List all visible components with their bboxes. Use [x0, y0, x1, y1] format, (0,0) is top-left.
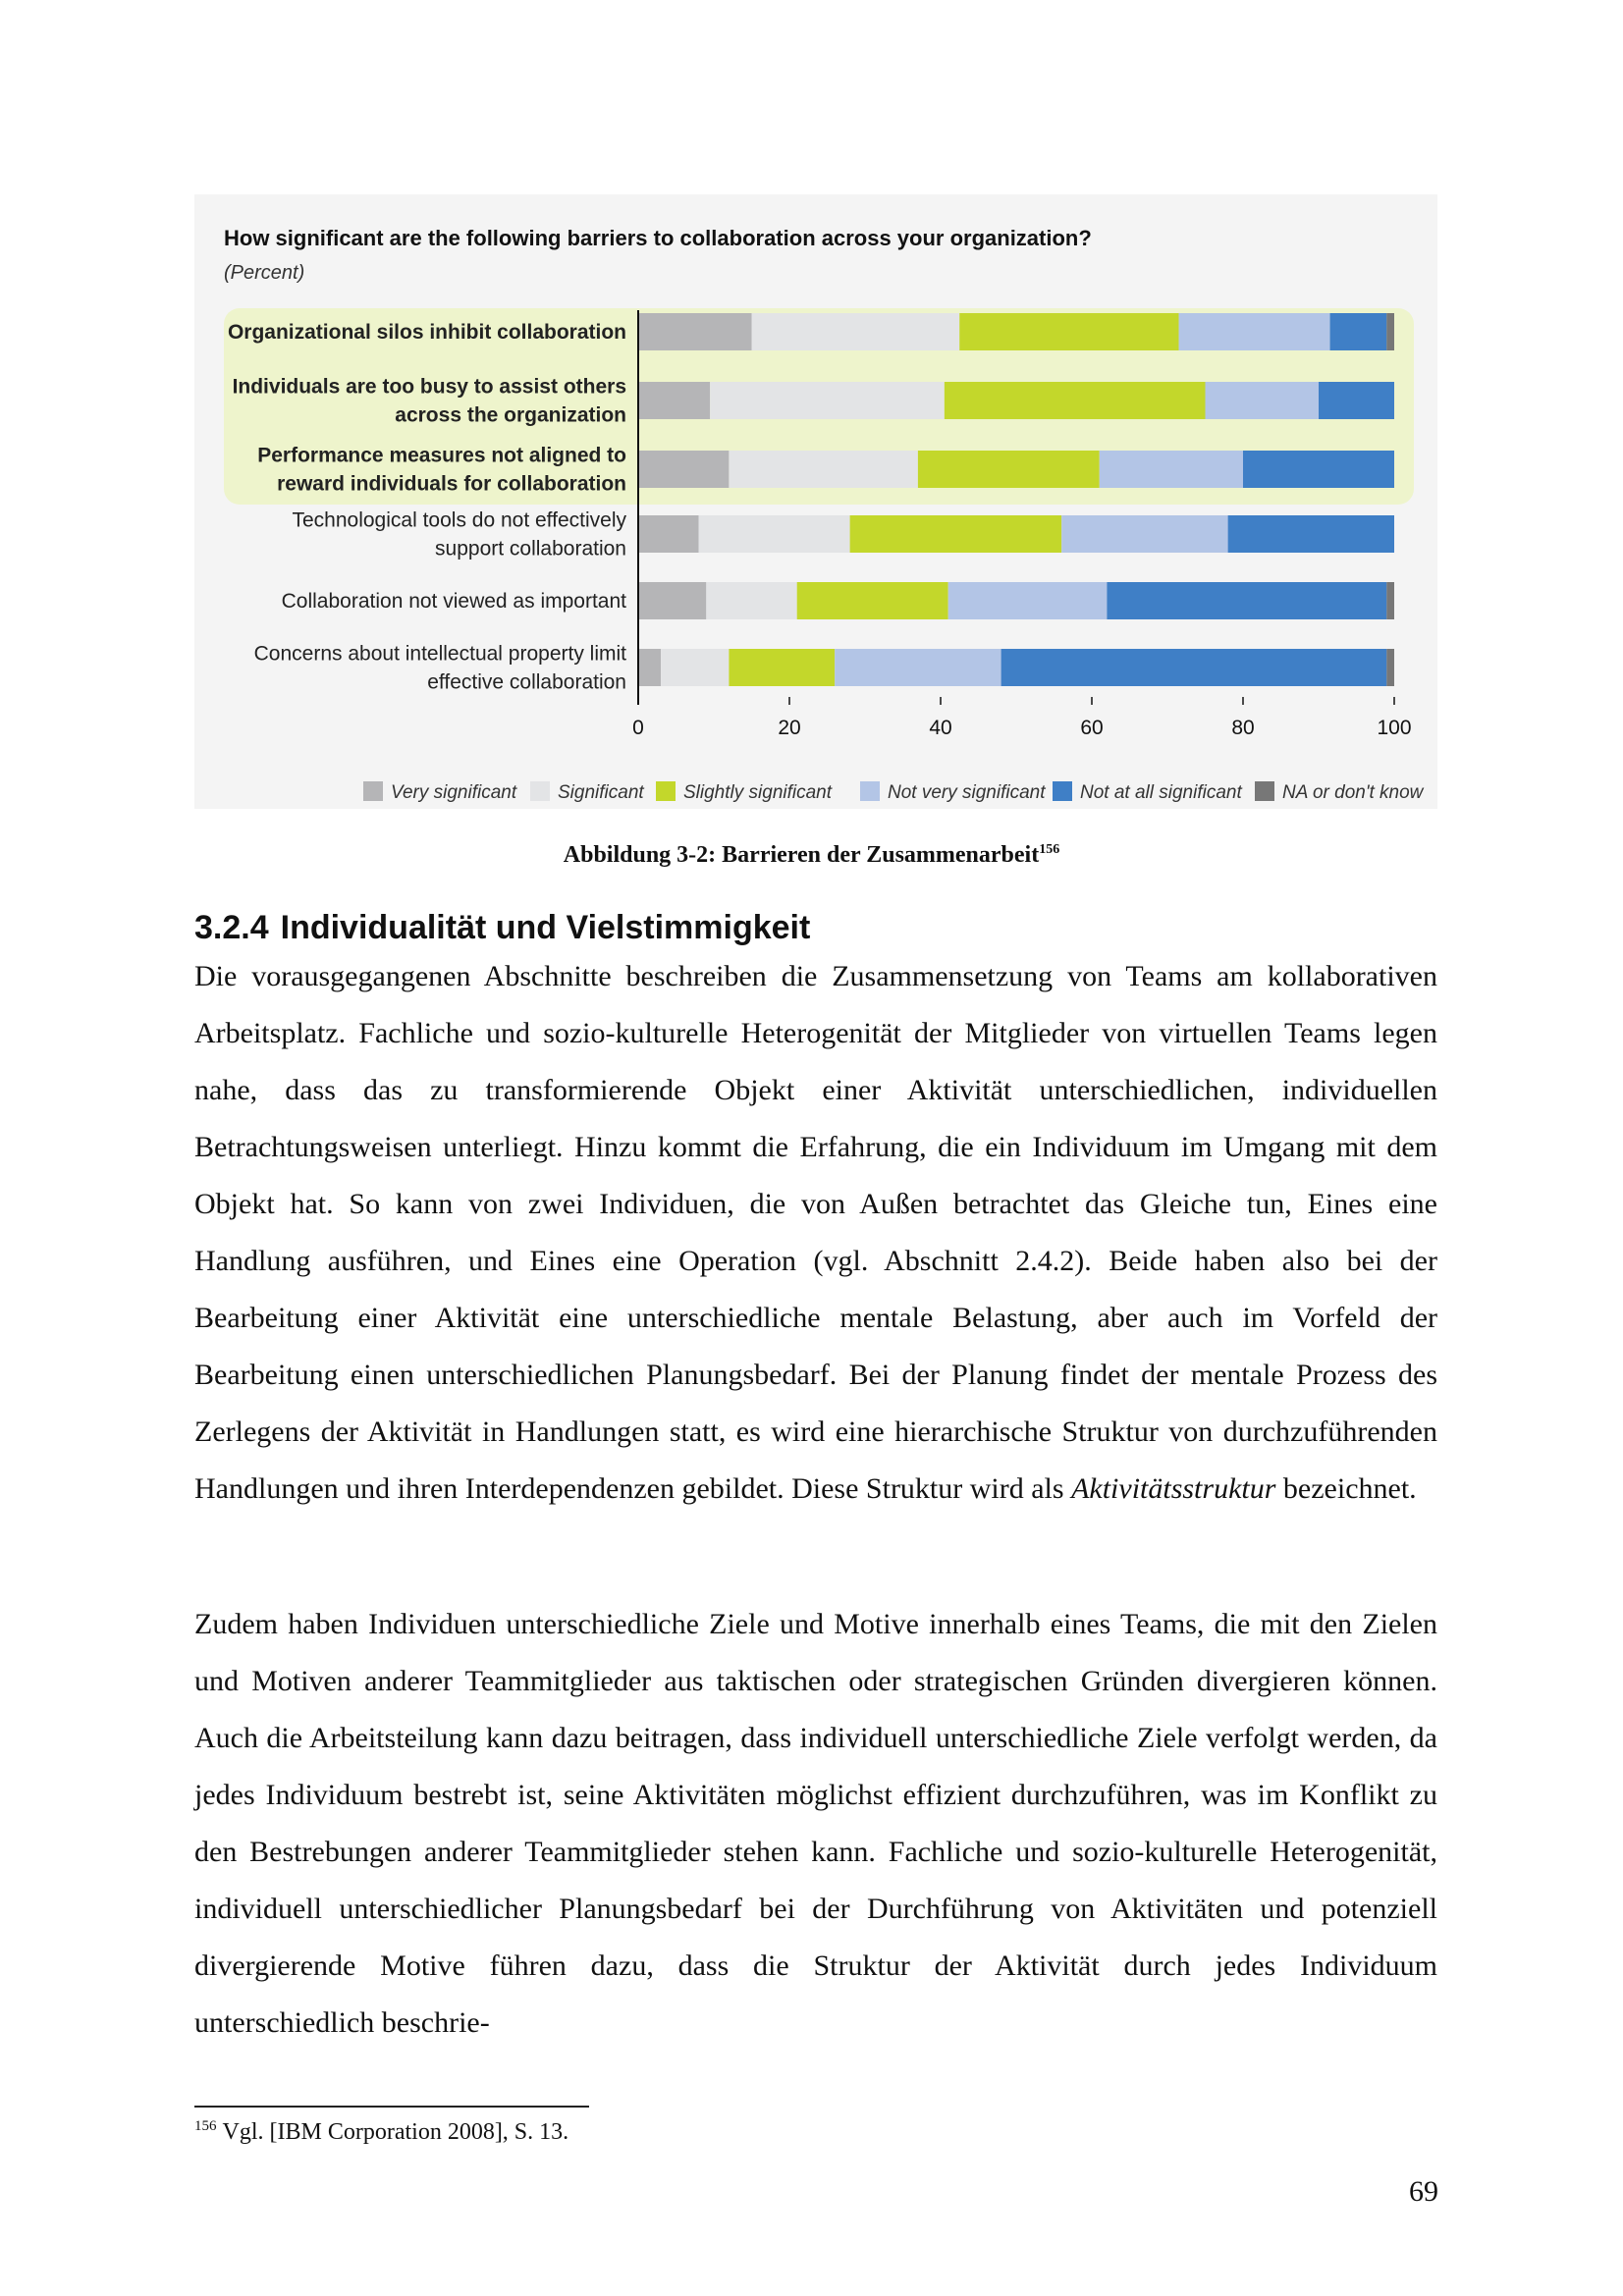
paragraph-1-text: Die vorausgegangenen Abschnitte beschreiben die Zusammensetzung von Teams am kollaborativen Arbeitsplatz. Fachliche und sozio-kulturelle Heterogenität der Mitglieder von virtuellen Teams legen nahe, dass das zu transformierende Objekt einer Aktivität unterschiedlichen, individuellen Betrachtungsweisen unterliegt. Hinzu kommt die Erfahrung, die ein Individuum im Umgang mit dem Objekt hat. So kann von zwei Individuen, die von Außen betrachtet das Gleiche tun, Eines eine Handlung ausführen, und Eines eine Operation (vgl. Abschnitt 2.4.2). Beide haben also bei der Bearbeitung einer Aktivität eine unterschiedliche mentale Belastung, aber auch im Vorfeld der Bearbeitung einen unterschiedlichen Planungsbedarf. Bei der Planung findet der mentale Prozess des Zerlegens der Aktivität in Handlungen statt, es wird eine hierarchische Struktur von durchzuführenden Handlungen und ihren Interdependenzen gebildet. Diese Struktur wird als — [194, 960, 1437, 1505]
legend-label: Not at all significant — [1080, 782, 1242, 803]
legend-label: Significant — [558, 782, 644, 803]
stacked-bar-chart — [194, 194, 1437, 809]
legend-swatch — [1255, 781, 1274, 801]
bar-segment — [1243, 451, 1394, 488]
bar-segment — [1386, 649, 1394, 686]
bar-segment — [1330, 313, 1387, 350]
bar-segment — [1107, 582, 1386, 619]
bar-segment — [945, 382, 1206, 419]
bar-segment — [1061, 515, 1227, 553]
section-title: Individualität und Vielstimmigkeit — [280, 909, 811, 946]
chart-subtitle: (Percent) — [224, 262, 305, 284]
x-tick-label: 80 — [1231, 717, 1255, 739]
bar-segment — [638, 515, 699, 553]
x-tick-label: 60 — [1080, 717, 1104, 739]
bar-segment — [1386, 313, 1394, 350]
bar-segment — [706, 582, 796, 619]
bar-segment — [959, 313, 1178, 350]
bar-segment — [729, 451, 918, 488]
bar-segment — [1386, 582, 1394, 619]
category-label: across the organization — [395, 403, 626, 427]
bar-segment — [948, 582, 1108, 619]
category-label: Concerns about intellectual property limit — [253, 642, 626, 666]
bar-segment — [638, 313, 752, 350]
figure-footnote-mark: 156 — [1039, 842, 1060, 857]
bar-segment — [699, 515, 850, 553]
category-label: Technological tools do not effectively — [292, 508, 626, 532]
bar-segment — [710, 382, 945, 419]
bar-segment — [850, 515, 1062, 553]
bar-segment — [918, 451, 1100, 488]
paragraph-2: Zudem haben Individuen unterschiedliche Ziele und Motive innerhalb eines Teams, die mit den Zielen und Motiven anderer Teammitglieder aus taktischen oder strategischen Gründen divergieren können. Auch die Arbeitsteilung kann dazu beitragen, dass individuell unterschiedliche Ziele verfolgt werden, da jedes Individuum bestrebt ist, seine Aktivitäten möglichst effizient durchzuführen, was im Konflikt zu den Bestrebungen anderer Teammitglieder stehen kann. Fachliche und sozio-kulturelle Heterogenität, individuell unterschiedlicher Planungsbedarf bei der Durchführung von Aktivitäten und potenziell divergierende Motive führen dazu, dass die Struktur der Aktivität durch jedes Individuum unterschiedlich beschrie- — [194, 1608, 1437, 2039]
category-label: support collaboration — [435, 537, 626, 561]
section-heading — [194, 909, 1437, 947]
bar-segment — [752, 313, 960, 350]
x-tick-label: 100 — [1377, 717, 1412, 739]
bar-segment — [638, 582, 706, 619]
legend-label: Slightly significant — [683, 782, 833, 803]
bar-segment — [661, 649, 729, 686]
footnote-number: 156 — [194, 2118, 217, 2134]
category-label: effective collaboration — [427, 670, 626, 694]
footnote-text: Vgl. [IBM Corporation 2008], S. 13. — [222, 2119, 569, 2145]
paragraph-1 — [194, 948, 1437, 1518]
legend-swatch — [530, 781, 550, 801]
bar-segment — [1001, 649, 1387, 686]
category-label: Individuals are too busy to assist others — [232, 375, 626, 399]
legend-label: NA or don't know — [1282, 782, 1424, 803]
category-label: reward individuals for collaboration — [277, 472, 626, 496]
section-number: 3.2.4 — [194, 909, 269, 946]
chart-title: How significant are the following barriers to collaboration across your organization? — [224, 226, 1092, 250]
bar-segment — [638, 451, 729, 488]
category-label: Performance measures not aligned to — [257, 444, 626, 467]
bar-segment — [638, 382, 710, 419]
footnote — [194, 2118, 568, 2146]
legend-swatch — [860, 781, 880, 801]
x-tick-label: 20 — [778, 717, 801, 739]
bar-segment — [1319, 382, 1394, 419]
x-tick-label: 40 — [929, 717, 952, 739]
bar-segment — [1228, 515, 1394, 553]
legend-label: Very significant — [391, 782, 517, 803]
figure-caption — [0, 842, 1623, 869]
footnote-divider — [194, 2106, 589, 2108]
bar-segment — [1179, 313, 1330, 350]
x-tick-label: 0 — [632, 717, 644, 739]
bar-segment — [1206, 382, 1320, 419]
bar-segment — [729, 649, 835, 686]
chart-figure — [194, 194, 1437, 809]
legend-swatch — [363, 781, 383, 801]
category-label: Collaboration not viewed as important — [281, 590, 626, 613]
legend-swatch — [656, 781, 676, 801]
category-label: Organizational silos inhibit collaboration — [227, 321, 626, 344]
bar-segment — [797, 582, 948, 619]
bar-segment — [638, 649, 661, 686]
legend-swatch — [1053, 781, 1072, 801]
legend-label: Not very significant — [888, 782, 1046, 803]
paragraph-1-emphasis: Aktivitätsstruktur — [1071, 1472, 1276, 1505]
figure-caption-text: Abbildung 3-2: Barrieren der Zusammenarbeit — [563, 842, 1040, 868]
bar-segment — [835, 649, 1001, 686]
bar-segment — [1100, 451, 1243, 488]
paragraph-1-ending: bezeichnet. — [1282, 1472, 1417, 1505]
page-number: 69 — [1409, 2175, 1438, 2208]
